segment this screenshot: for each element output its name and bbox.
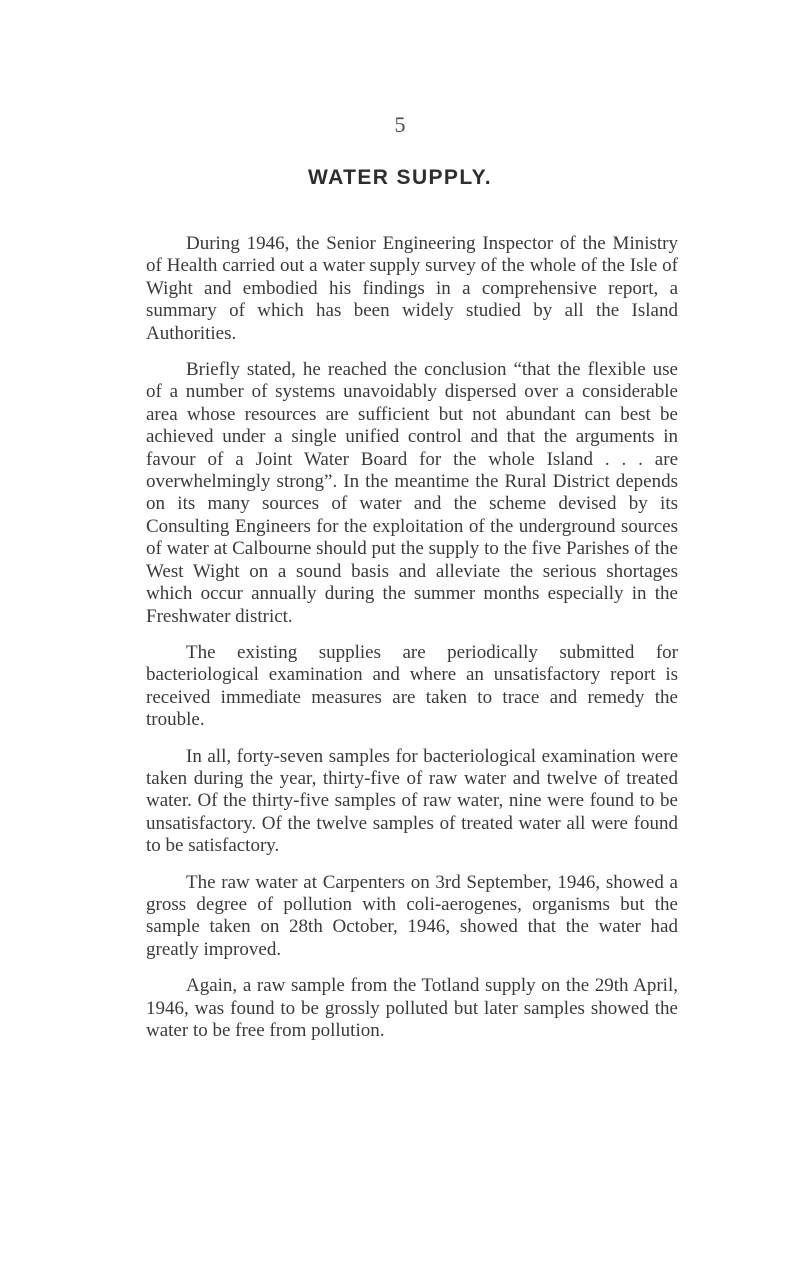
section-heading: WATER SUPPLY.: [308, 166, 492, 189]
paragraph-examination: The existing supplies are periodically submitted for bacteriological examination and where an unsatisfactory report is received immediate measures are taken to trace and remedy the trouble.: [146, 641, 678, 731]
page-number: 5: [394, 112, 406, 137]
paragraph-samples: In all, forty-seven samples for bacteriological examination were taken during the year, thirty-five of raw water and twelve of treated water. Of the thirty-five samples of raw water, nine were found to be unsatisfactory. Of the twelve samples of treated water all were found to be satisfactory.: [146, 745, 678, 857]
body-text: [146, 233, 678, 1056]
paragraph-conclusion: Briefly stated, he reached the conclusion “that the flexible use of a number of systems unavoidably dispersed over a considerable area whose resources are sufficient but not abundant can best be achieved under a single unified control and that the arguments in favour of a Joint Water Board for the whole Island . . . are overwhelmingly strong”. In the meantime the Rural District depends on its many sources of water and the scheme devised by its Consulting Engineers for the exploitation of the underground sources of water at Calbourne should put the supply to the five Parishes of the West Wight on a sound basis and alleviate the serious shortages which occur annually during the summer months especially in the Freshwater district.: [146, 359, 678, 627]
paragraph-carpenters: The raw water at Carpenters on 3rd September, 1946, showed a gross degree of pollution with coli-aerogenes, organisms but the sample taken on 28th October, 1946, showed that the water had greatly improved.: [146, 871, 678, 960]
paragraph-totland: Again, a raw sample from the Totland supply on the 29th April, 1946, was found to be grossly polluted but later samples showed the water to be free from pollution.: [146, 975, 678, 1041]
paragraph-survey: During 1946, the Senior Engineering Inspector of the Ministry of Health carried out a water supply survey of the whole of the Isle of Wight and embodied his findings in a comprehensive report, a summary of which has been widely studied by all the Island Authorities.: [146, 233, 678, 344]
